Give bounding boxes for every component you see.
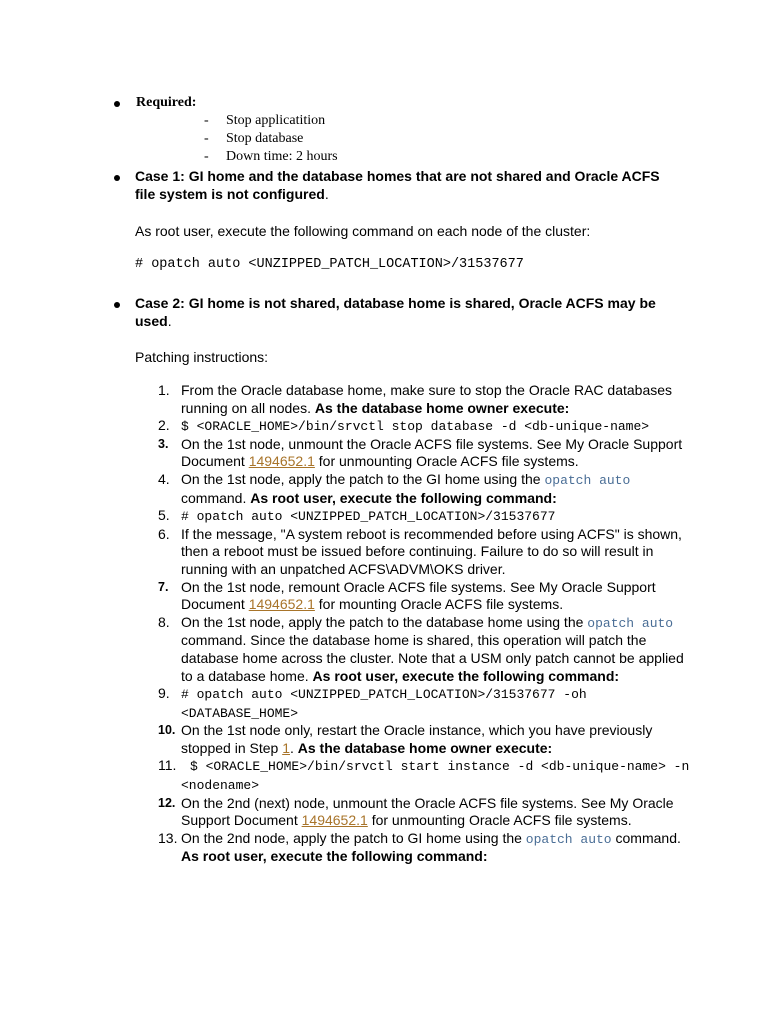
opatch-auto-code: opatch auto — [544, 472, 631, 488]
step-5: 5. # opatch auto <UNZIPPED_PATCH_LOCATION>/31537677 — [158, 507, 556, 525]
case1-title: Case 1: GI home and the database homes that are not shared and Oracle ACFS file system is not configured. — [135, 168, 660, 202]
required-label: Required: — [136, 95, 197, 110]
required-item-stop-application: Stop applicatition — [226, 113, 326, 128]
patching-steps-list — [158, 382, 698, 866]
step-10: 10. On the 1st node only, restart the Oracle instance, which you have previously stopped in Step 1. As the database home owner execute: — [158, 722, 653, 756]
bullet-case2 — [114, 302, 120, 308]
required-item-dash: - — [204, 149, 209, 164]
bullet-required — [114, 101, 120, 107]
required-item-downtime: Down time: 2 hours — [226, 149, 338, 164]
opatch-auto-code: opatch auto — [525, 831, 612, 847]
step-3: 3. On the 1st node, unmount the Oracle ACFS file systems. See My Oracle Support Document 1494652.1 for unmounting Oracle ACFS file systems. — [158, 435, 683, 470]
case1-command: # opatch auto <UNZIPPED_PATCH_LOCATION>/31537677 — [135, 257, 524, 272]
required-item-dash: - — [204, 131, 209, 146]
case1-instruction: As root user, execute the following command on each node of the cluster: — [135, 223, 591, 239]
step-2: 2. $ <ORACLE_HOME>/bin/srvctl stop database -d <db-unique-name> — [158, 417, 650, 435]
support-doc-link[interactable]: 1494652.1 — [301, 812, 368, 829]
opatch-auto-code: opatch auto — [587, 615, 674, 631]
required-item-dash: - — [204, 113, 209, 128]
required-item-stop-database: Stop database — [226, 131, 304, 146]
step-7: 7. On the 1st node, remount Oracle ACFS file systems. See My Oracle Support Document 1494652.1 for mounting Oracle ACFS file systems. — [158, 578, 656, 613]
step-9: 9. # opatch auto <UNZIPPED_PATCH_LOCATION>/31537677 -oh <DATABASE_HOME> — [158, 685, 587, 721]
step-8: 8. On the 1st node, apply the patch to the database home using the opatch auto command. Since the database home is shared, this operation will patch the database home across the cluster. Note that a USM only patch cannot be applied to a database home. As root user, execute the following command: — [158, 613, 684, 684]
case2-title: Case 2: GI home is not shared, database home is shared, Oracle ACFS may be used. — [135, 295, 656, 329]
step-reference-link[interactable]: 1 — [282, 739, 290, 756]
bullet-case1 — [114, 175, 120, 181]
step-4: 4. On the 1st node, apply the patch to the GI home using the opatch auto command. As root user, execute the following command: — [158, 470, 631, 506]
step-6: 6. If the message, "A system reboot is recommended before using ACFS" is shown, then a reboot must be issued before continuing. Failure to do so will result in running with an unpatched ACFS\ADVM\OKS driver. — [158, 525, 682, 577]
step-12: 12. On the 2nd (next) node, unmount the Oracle ACFS file systems. See My Oracle Support Document 1494652.1 for unmounting Oracle ACFS file systems. — [158, 794, 674, 829]
step-11: 11. $ <ORACLE_HOME>/bin/srvctl start instance -d <db-unique-name> -n <nodename> — [158, 757, 690, 794]
support-doc-link[interactable]: 1494652.1 — [248, 596, 315, 613]
support-doc-link[interactable]: 1494652.1 — [248, 453, 315, 470]
step-1: 1. From the Oracle database home, make sure to stop the Oracle RAC databases running on all nodes. As the database home owner execute: — [158, 382, 673, 416]
patching-instructions-label: Patching instructions: — [135, 349, 269, 365]
step-13: 13. On the 2nd node, apply the patch to GI home using the opatch auto command. As root user, execute the following command: — [158, 829, 681, 865]
